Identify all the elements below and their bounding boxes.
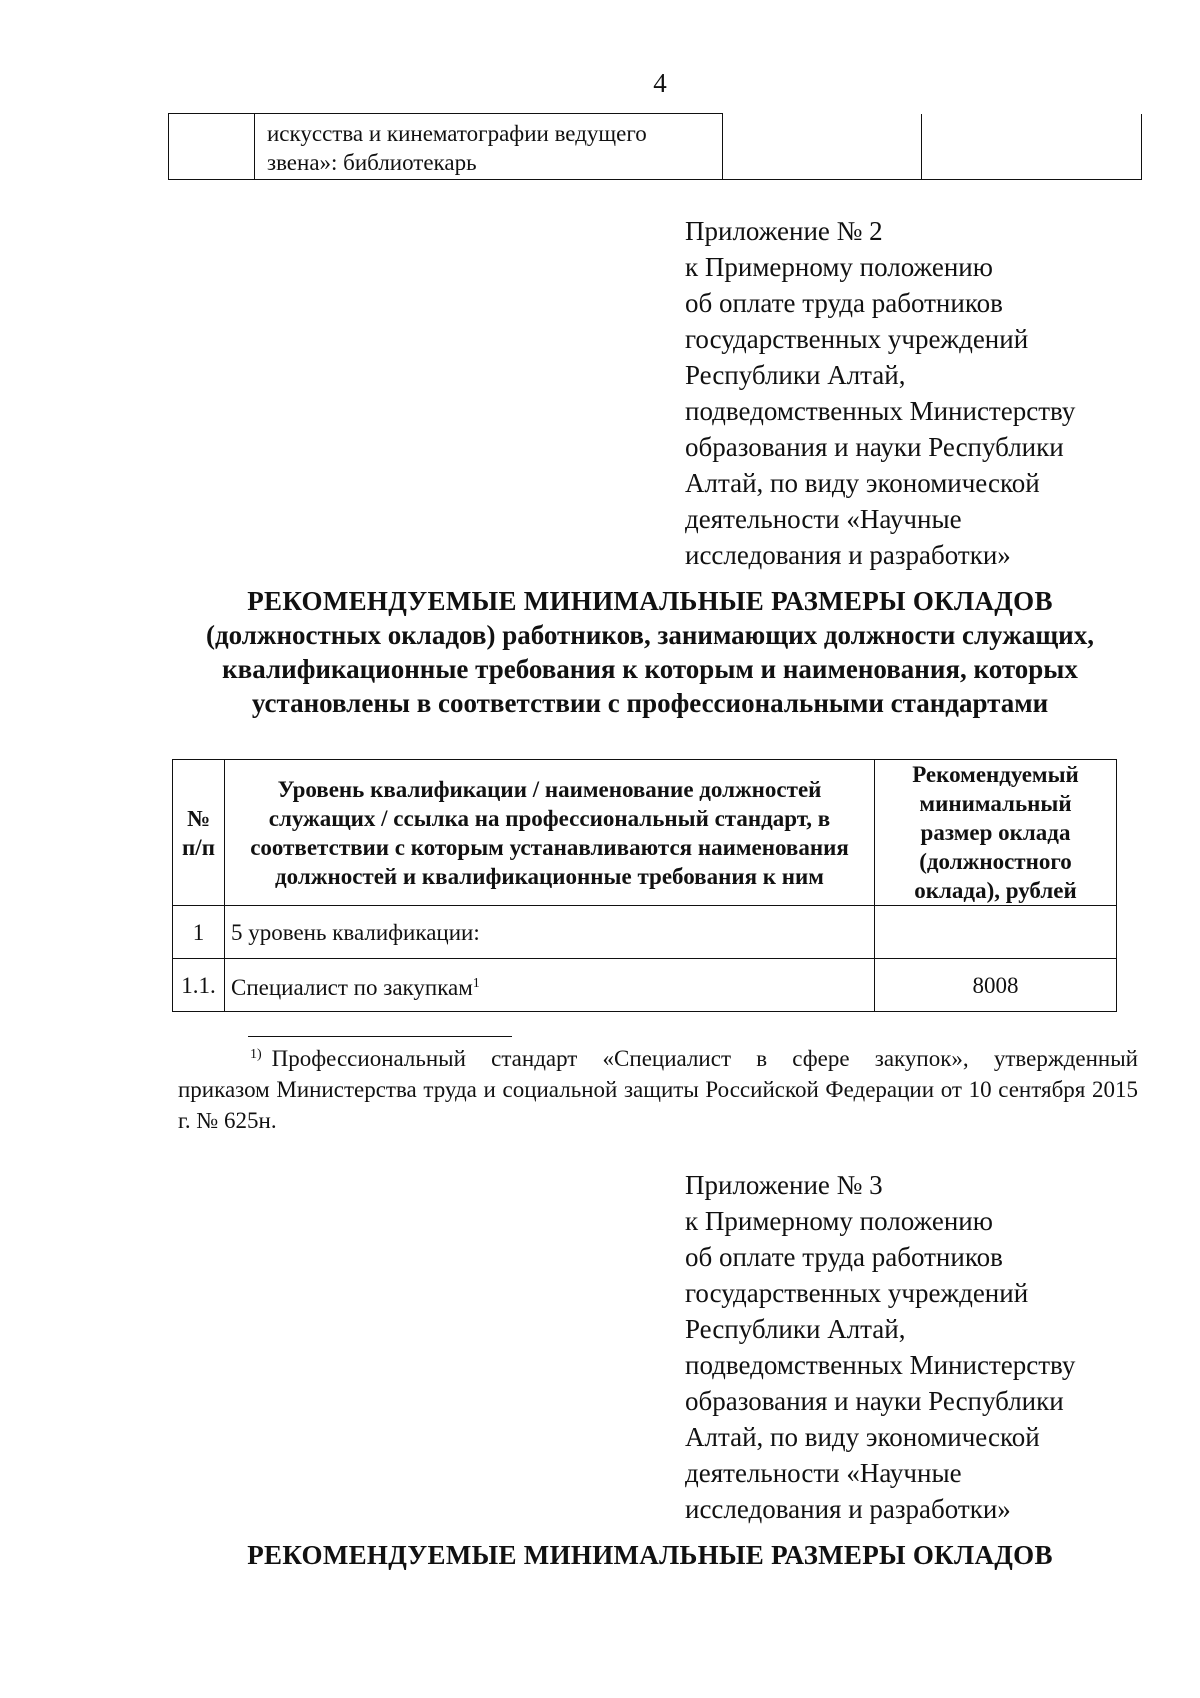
- appendix-2-line: исследования и разработки»: [685, 540, 1011, 570]
- heading-subtitle-line: квалификационные требования к которым и наименования, которых: [222, 654, 1078, 684]
- appendix-3-line: к Примерному положению: [685, 1206, 993, 1236]
- appendix-2-line: деятельности «Научные: [685, 504, 962, 534]
- appendix-2-line: государственных учреждений: [685, 324, 1029, 354]
- table-cell-empty: [169, 114, 255, 180]
- appendix-3-line: исследования и разработки»: [685, 1494, 1011, 1524]
- footnote-separator: [248, 1036, 512, 1037]
- appendix-3-line: Республики Алтай,: [685, 1314, 906, 1344]
- header-num: № п/п: [173, 760, 225, 906]
- appendix-2-line: подведомственных Министерству: [685, 396, 1076, 426]
- row-position: 5 уровень квалификации:: [225, 906, 875, 959]
- heading-title: РЕКОМЕНДУЕМЫЕ МИНИМАЛЬНЫЕ РАЗМЕРЫ ОКЛАДОВ: [247, 1540, 1053, 1570]
- table-header-row: [173, 760, 1117, 906]
- footnote: [178, 1039, 1138, 1136]
- heading-subtitle-line: установлены в соответствии с профессиональными стандартами: [251, 688, 1049, 718]
- footnote-reference: 1: [472, 975, 480, 991]
- appendix-2-header: [685, 213, 1145, 573]
- appendix-3-title: Приложение № 3: [685, 1170, 883, 1200]
- table-cell-empty: [723, 114, 922, 180]
- table-cell-position: [255, 114, 723, 180]
- position-text-line1: искусства и кинематографии ведущего: [267, 121, 647, 146]
- section-heading-2: [170, 584, 1130, 720]
- row-position: Специалист по закупкам: [231, 974, 473, 1000]
- row-salary: 8008: [875, 959, 1117, 1012]
- heading-subtitle-line: (должностных окладов) работников, занимающих должности служащих,: [205, 620, 1094, 650]
- appendix-3-header: [685, 1167, 1145, 1527]
- position-text-line2: звена»: библиотекарь: [267, 150, 477, 175]
- table-row: [169, 114, 1142, 180]
- appendix-3-line: деятельности «Научные: [685, 1458, 962, 1488]
- section-heading-3: [170, 1538, 1130, 1572]
- footnote-text-first: Профессиональный стандарт «Специалист в сфере закупок», утвержденный: [271, 1046, 1138, 1071]
- table-cell-empty: [922, 114, 1142, 180]
- appendix-2-line: Алтай, по виду экономической: [685, 468, 1040, 498]
- appendix-3-line: государственных учреждений: [685, 1278, 1029, 1308]
- appendix-2-title: Приложение № 2: [685, 216, 883, 246]
- continuation-table: [168, 113, 1142, 180]
- appendix-2-line: к Примерному положению: [685, 252, 993, 282]
- appendix-3-line: подведомственных Министерству: [685, 1350, 1076, 1380]
- appendix-2-line: об оплате труда работников: [685, 288, 1003, 318]
- appendix-3-line: Алтай, по виду экономической: [685, 1422, 1040, 1452]
- header-salary: Рекомендуемый минимальный размер оклада (должностного оклада), рублей: [875, 760, 1117, 906]
- header-position: Уровень квалификации / наименование должностей служащих / ссылка на профессиональный стандарт, в соответствии с которым устанавливаются наименования должностей и квалификационные требования к ним: [225, 760, 875, 906]
- heading-title: РЕКОМЕНДУЕМЫЕ МИНИМАЛЬНЫЕ РАЗМЕРЫ ОКЛАДОВ: [247, 586, 1053, 616]
- page-number: 4: [653, 68, 667, 98]
- footnote-first-line: [178, 1039, 1138, 1074]
- salary-table: [172, 759, 1117, 1012]
- row-position-cell: [225, 959, 875, 1012]
- footnote-mark: 1): [250, 1047, 262, 1062]
- appendix-3-line: об оплате труда работников: [685, 1242, 1003, 1272]
- table-row: [173, 959, 1117, 1012]
- row-num: 1.1.: [173, 959, 225, 1012]
- table-row: [173, 906, 1117, 959]
- appendix-2-line: Республики Алтай,: [685, 360, 906, 390]
- footnote-text-rest: приказом Министерства труда и социальной защиты Российской Федерации от 10 сентября 2015 г. № 625н.: [178, 1077, 1138, 1133]
- row-num: 1: [173, 906, 225, 959]
- appendix-2-line: образования и науки Республики: [685, 432, 1064, 462]
- appendix-3-line: образования и науки Республики: [685, 1386, 1064, 1416]
- row-salary: [875, 906, 1117, 959]
